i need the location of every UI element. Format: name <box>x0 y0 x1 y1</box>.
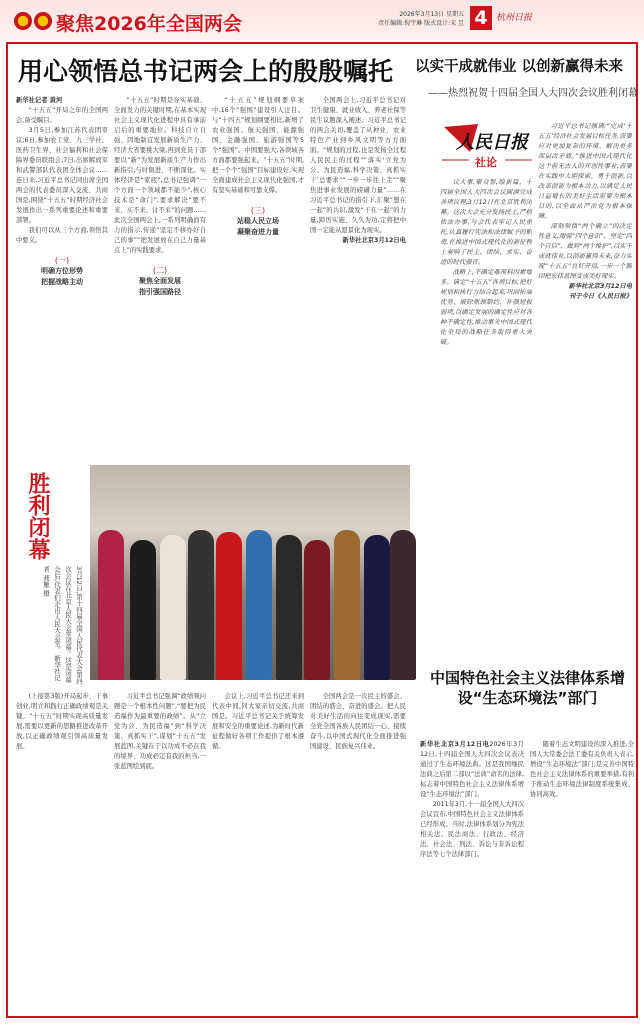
lower-col4: 全国两会是一次民主的盛会、团结的盛会、奋进的盛会。把人民对美好生活的向往变成现实,需要全党全国各族人民团结一心、接续奋斗,以中国式现代化全面推进强国建设、民族复兴伟业。 <box>310 693 406 750</box>
page-date: 2026年3月13日 星期五 <box>399 11 464 18</box>
section-heading: (三) 站稳人民立场 凝聚奋进力量 <box>237 206 279 236</box>
svg-text:人民日报: 人民日报 <box>456 132 528 153</box>
law-article-headline: 中国特色社会主义法律体系增设“生态环境法”部门 <box>429 669 625 707</box>
news-photo-delegates <box>90 465 410 680</box>
svg-text:社论: 社论 <box>475 156 497 169</box>
main-headline: 用心领悟总书记两会上的殷殷嘱托 <box>18 57 394 86</box>
main-article-col2: “十五五”时期是夯实基础、全面发力的关键时期,在基本实现社会主义现代化进程中具有承前启后的重要地位。科技自立自强、因地制宜发展新质生产力、经济大省要挑大梁,再到党员干部要以“新”为发展新质生产力作出新指引,与时俱进、不断深化。实体经济是“家底”,总书记强调“一个方面一个领域都不能少”,核心技术是“命门”,要求解决“要不来、买不来、讨不来”的问题……此次全国两会上,一系列明确而有力的指示,传递“坚定不移办好自己的事”“把发展放在自己力量基点上”的实践要求。 (二) 聚焦全面发展 指引强国路径 <box>114 97 206 296</box>
main-article-col4: 全国两会上,习近平总书记对卫生健康、就业收入、养老社保等民生议题深入阐述。习近平总书记的两会关切,覆盖了从种业、农业特色产业到乡风文明等方方面面。“规划的过程,也是发扬全过程人民民主的过程”“落实‘立党为公、为民造福,科学决策、真抓实干’总要求”“一步一步往上走”“聚焦进事业发展的磅礴力量”……在习近平总书记的指引下,汇聚“想在一起”的共识,激发“干在一起”的力量,踔厉实施、久久为功,定将把中国一定能从愿景化为现实。 新华社北京3月12日电 <box>310 97 406 244</box>
editorial-col2: 习近平总书记强调:“完成‘十五五’经济社会发展目标任务,需要应对更加复杂的环境、解决更多深层次矛盾。”推进中国式现代化这个前无古人的开创性事业,需要在实践中大胆探索、勇于创新,以改革创新为根本动力,以满足人民日益增长的美好生活需要为根本目的,以全面从严治党为根本保障。 深刻领悟“两个确立”的决定性意义,增强“四个意识”、坚定“四个自信”、做到“两个维护”,以实干成就伟业,以创新赢得未来,奋力实现“十五五”良好开局,一步一个脚印把宏伟蓝图变成美好现实。 新华社北京3月12日电 刊于今日《人民日报》 <box>538 123 632 300</box>
peoples-daily-logo <box>442 122 532 170</box>
lower-col2: 习近平总书记强调“政绩观问题是一个根本性问题”,“要把为民造福作为最重要的政绩”。从“立党为公、为民造福”到“科学决策、真抓实干”,谋划“十五五”发展蓝图,关键在于以功成不必在我的境界、功成必定有我的担当,一张蓝图绘到底。 <box>114 693 206 770</box>
page-header <box>0 0 644 40</box>
photo-title: 胜利闭幕 <box>25 472 50 560</box>
page-editors: 责任编辑:倪宇琳 版式设计:宋 昱 <box>378 20 464 27</box>
lower-col1: (上接第3版)开局起步、干事创业,明立和践行正确政绩观是关键。“十五五”时期实现高质量发展,需要以更新的思路推进改革开放,以正确政绩观引领高质量发展。 <box>16 693 108 750</box>
section-heading: (二) 聚焦全面发展 指引强国路径 <box>139 266 181 296</box>
main-article-col3: “十五五”规划纲要草案中,16个“强国”建设引人注目。与“十四五”规划纲要相比,新增了农业强国、航天强国、能源强国、金融强国、旅游强国等5个“强国”。中国要强大,各领域各方面都要强起来。“十五五”时期,把一个个“强国”目标建设好,实现全面建成社会主义现代化强国,才有坚实基础和可靠支撑。 (三) 站稳人民立场 凝聚奋进力量 <box>212 97 304 236</box>
national-emblem-icon <box>14 12 32 30</box>
main-article-col1: 新华社记者 黄河 “十五五”开局之年的全国两会,备受瞩目。 3月5日,参加江苏代表团审议;6日,参加农工党、九三学社、医药卫生界、社会福利和社会保障界委员联组会;7日,出席解放军和武警部队代表团全体会议……连日来,习近平总书记同出席全国两会的代表委员深入交流、共商国是,围绕“十五五”时期经济社会发展作出一系列重要论述和重要部署。 我们可以从三个方面,领悟其中要义。 (一) 明确方位形势 把握战略主动 <box>16 97 108 286</box>
editorial-headline: 以实干成就伟业 以创新赢得未来 <box>415 59 624 75</box>
page-meta <box>378 10 464 28</box>
cppcc-emblem-icon <box>34 12 52 30</box>
photo-caption: 3月12日,第十四届全国人民代表大会第四次会议在北京人民大会堂闭幕。这是闭幕会后,代表们走出人民大会堂。 新华社记者 燕雁 摄 <box>42 566 83 685</box>
masthead: 杭州日报 <box>496 13 533 23</box>
page-number: 4 <box>470 6 492 30</box>
section-title: 聚焦2026年全国两会 <box>56 13 242 35</box>
law-article-col2: 随着生态文明建设的深入推进,全国人大常委会法工委有关负责人表示,增设“生态环境法”部门,是完善中国特色社会主义法律体系的重要举措,有利于推动生态环境法律制度系统集成、协同高效。 <box>530 741 634 798</box>
law-article-col1: 新华社北京3月12日电2026年3月12日,十四届全国人大四次会议表决通过了生态环境法典。这是我国继民法典之后第二部以“法典”命名的法律,标志着中国特色社会主义法律体系增设“生态环境法”部门。 2011年3月,十一届全国人大四次会议宣布,中国特色社会主义法律体系已经形成。当时,法律体系划分为宪法相关法、民法商法、行政法、经济法、社会法、刑法、诉讼与非诉讼程序法等七个法律部门。 <box>420 741 524 858</box>
editorial-col1: 议大事,聚众智,绘新篇。十四届全国人大四次会议圆满完成各项议程,3月12日在北京胜利闭幕。这次大会充分发扬民主,严格依法办事,与会代表牢记人民重托,认真履行宪法和法律赋予的职责,在推进中国式现代化的新征程上奏响了民主、团结、求实、奋进的时代强音。 战略上,不确定难预料因素增多。锚定“十五五”各项目标,把好规划和执行力结合起来,巩固拓展优势、破除瓶颈制约、补强短板弱项,以确定发展的确定性应对各种不确定性,推动事关中国式现代化全局的战略任务取得重大突破。 <box>440 179 532 346</box>
editorial-subtitle: ——热烈祝贺十四届全国人大四次会议胜利闭幕 <box>428 88 638 99</box>
section-heading: (一) 明确方位形势 把握战略主动 <box>41 256 83 286</box>
lower-col3: 会议上,习近平总书记还来到代表中间,同大家亲切交流,共商国是。习近平总书记关于统筹发展和安全的重要论述,为新时代新征程做好各项工作提供了根本遵循。 <box>212 693 304 750</box>
